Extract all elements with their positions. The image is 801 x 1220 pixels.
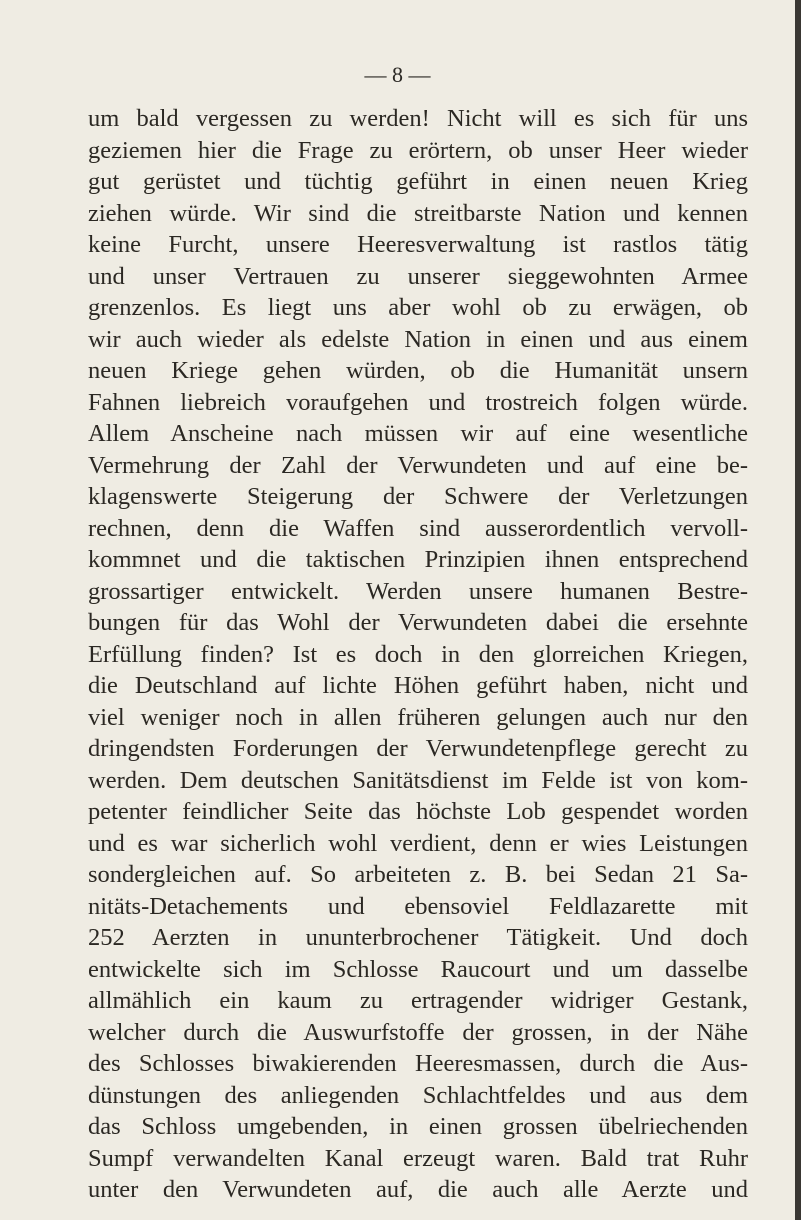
text-line: 252 Aerzten in ununterbrochener Tätigkeit. Und doch	[88, 924, 748, 951]
text-line: allmählich ein kaum zu ertragender widriger Gestank,	[88, 987, 748, 1014]
text-line: entwickelte sich im Schlosse Raucourt und um dasselbe	[88, 955, 748, 983]
text-line: geziemen hier die Frage zu erörtern, ob unser Heer wieder	[88, 136, 748, 164]
text-line: neuen Kriege gehen würden, ob die Humanität unsern	[88, 357, 748, 384]
text-line: grenzenlos. Es liegt uns aber wohl ob zu erwägen, ob	[88, 294, 748, 321]
text-line: bungen für das Wohl der Verwundeten dabei die ersehnte	[88, 609, 748, 636]
body-text	[88, 103, 748, 1206]
text-line: das Schloss umgebenden, in einen grossen übelriechenden	[88, 1113, 748, 1140]
text-line: viel weniger noch in allen früheren gelungen auch nur den	[88, 703, 748, 731]
text-line: gut gerüstet und tüchtig geführt in einen neuen Krieg	[88, 168, 748, 195]
text-line: Erfüllung finden? Ist es doch in den glorreichen Kriegen,	[88, 640, 748, 668]
text-line: petenter feindlicher Seite das höchste Lob gespendet worden	[88, 798, 748, 825]
text-line: nitäts-Detachements und ebensoviel Feldlazarette mit	[88, 892, 748, 920]
text-line: um bald vergessen zu werden! Nicht will es sich für uns	[88, 105, 748, 132]
text-line: Fahnen liebreich voraufgehen und trostreich folgen würde.	[88, 388, 748, 416]
text-line: ziehen würde. Wir sind die streitbarste Nation und kennen	[88, 199, 748, 227]
text-line: die Deutschland auf lichte Höhen geführt haben, nicht und	[88, 672, 748, 699]
text-line: Allem Anscheine nach müssen wir auf eine wesentliche	[88, 420, 748, 447]
text-line: Vermehrung der Zahl der Verwundeten und auf eine be-	[88, 451, 748, 479]
text-line: klagenswerte Steigerung der Schwere der Verletzungen	[88, 483, 748, 510]
text-line: dringendsten Forderungen der Verwundetenpflege gerecht zu	[88, 735, 748, 762]
text-line: des Schlosses biwakierenden Heeresmassen, durch die Aus-	[88, 1050, 748, 1077]
text-line: und es war sicherlich wohl verdient, denn er wies Leistungen	[88, 829, 748, 857]
page-number: — 8 —	[364, 62, 431, 87]
text-line: wir auch wieder als edelste Nation in einen und aus einem	[88, 325, 748, 353]
text-line: welcher durch die Auswurfstoffe der grossen, in der Nähe	[88, 1018, 748, 1046]
page-edge	[795, 0, 801, 1220]
text-line: dünstungen des anliegenden Schlachtfeldes und aus dem	[88, 1081, 748, 1109]
text-line: kommnet und die taktischen Prinzipien ihnen entsprechend	[88, 546, 748, 573]
text-line: rechnen, denn die Waffen sind ausserordentlich vervoll-	[88, 514, 748, 542]
text-line: werden. Dem deutschen Sanitätsdienst im Felde ist von kom-	[88, 766, 748, 794]
text-line: sondergleichen auf. So arbeiteten z. B. bei Sedan 21 Sa-	[88, 861, 748, 888]
text-line: grossartiger entwickelt. Werden unsere humanen Bestre-	[88, 577, 748, 605]
text-line: keine Furcht, unsere Heeresverwaltung ist rastlos tätig	[88, 231, 748, 258]
text-line: und unser Vertrauen zu unserer sieggewohnten Armee	[88, 262, 748, 290]
text-line: unter den Verwundeten auf, die auch alle Aerzte und	[88, 1176, 748, 1203]
text-line: Sumpf verwandelten Kanal erzeugt waren. Bald trat Ruhr	[88, 1144, 748, 1172]
